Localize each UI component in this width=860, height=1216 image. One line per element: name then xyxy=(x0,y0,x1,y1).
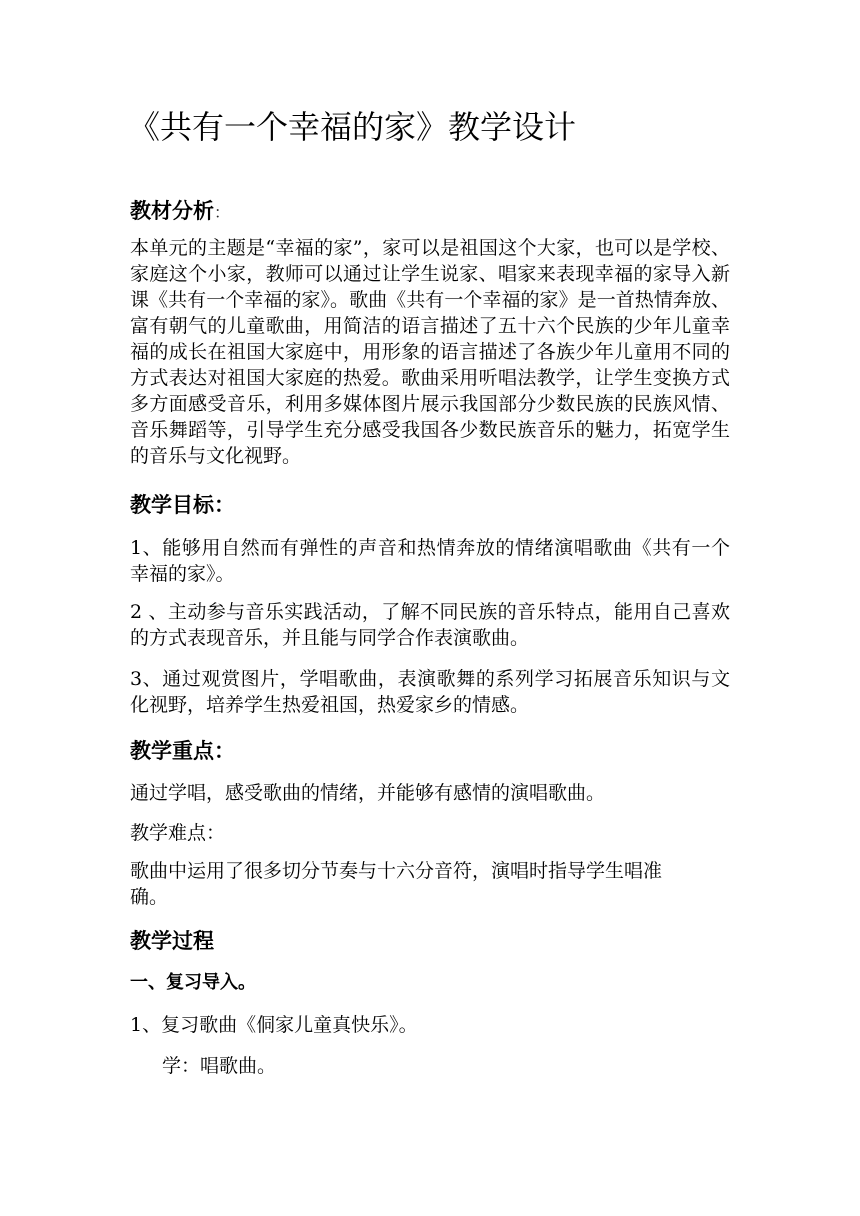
difficulty-body-line-2: 确。 xyxy=(130,886,169,908)
step-1-item-1-sub: 学：唱歌曲。 xyxy=(162,1055,277,1077)
process-heading: 教学过程 xyxy=(130,929,214,953)
document-title: 《共有一个幸福的家》教学设计 xyxy=(128,108,577,146)
goal-item-2: 2 、主动参与音乐实践活动，了解不同民族的音乐特点，能用自己喜欢的方式表现音乐，并且能与同学合作表演歌曲。 xyxy=(130,601,730,649)
analysis-body: 本单元的主题是“幸福的家”，家可以是祖国这个大家，也可以是学校、家庭这个小家，教师可以通过让学生说家、唱家来表现幸福的家导入新课《共有一个幸福的家》。歌曲《共有一个幸福的家》是一首热情奔放、富有朝气的儿童歌曲，用简洁的语言描述了五十六个民族的少年儿童幸福的成长在祖国大家庭中，用形象的语言描述了各族少年儿童用不同的方式表达对祖国大家庭的热爱。歌曲采用听唱法教学，让学生变换方式多方面感受音乐，利用多媒体图片展示我国部分少数民族的民族风情、音乐舞蹈等，引导学生充分感受我国各少数民族音乐的魅力，拓宽学生的音乐与文化视野。 xyxy=(130,237,730,467)
step-1-heading: 一、复习导入。 xyxy=(130,972,256,993)
difficulty-body-line-1: 歌曲中运用了很多切分节奏与十六分音符，演唱时指导学生唱准 xyxy=(130,860,663,882)
analysis-heading-text: 教材分析 xyxy=(130,199,214,223)
analysis-heading xyxy=(130,196,230,228)
step-1-item-1: 1、复习歌曲《侗家儿童真快乐》。 xyxy=(130,1014,418,1036)
difficulty-heading: 教学难点： xyxy=(130,822,226,844)
analysis-heading-colon: ： xyxy=(214,203,231,222)
goal-item-1: 1、能够用自然而有弹性的声音和热情奔放的情绪演唱歌曲《共有一个幸福的家》。 xyxy=(130,537,730,585)
goal-item-3: 3、通过观赏图片，学唱歌曲，表演歌舞的系列学习拓展音乐知识与文化视野，培养学生热爱祖国，热爱家乡的情感。 xyxy=(130,668,730,716)
goals-heading: 教学目标： xyxy=(130,493,235,517)
keypoint-heading: 教学重点： xyxy=(130,739,235,763)
keypoint-body: 通过学唱，感受歌曲的情绪，并能够有感情的演唱歌曲。 xyxy=(130,782,606,804)
